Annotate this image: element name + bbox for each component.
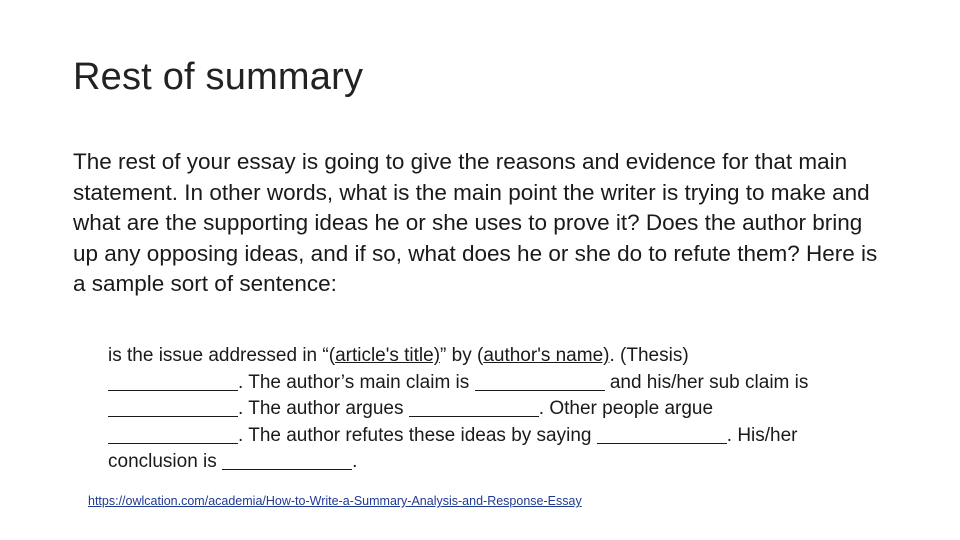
template-text: is the issue addressed in “( — [108, 345, 336, 366]
template-text: . The author argues — [238, 398, 404, 419]
template-line-1 — [108, 343, 898, 370]
template-line-4 — [108, 423, 898, 450]
template-line-3 — [108, 396, 898, 423]
fill-in-blank — [108, 372, 238, 391]
sample-sentence-template — [108, 343, 898, 476]
fill-in-blank — [108, 398, 238, 417]
author-name-placeholder: author's name) — [483, 345, 610, 366]
template-text: conclusion is — [108, 451, 217, 472]
fill-in-blank — [222, 451, 352, 470]
template-text: . Other people argue — [538, 398, 714, 419]
article-title-placeholder: article's title) — [335, 345, 441, 366]
template-text: . The author’s main claim is — [238, 371, 470, 393]
template-text: . His/her — [726, 424, 798, 446]
source-link[interactable]: https://owlcation.com/academia/How-to-Write-a-Summary-Analysis-and-Response-Essay — [88, 494, 582, 508]
template-line-5 — [108, 449, 898, 476]
fill-in-blank — [475, 372, 605, 391]
template-text: . — [352, 451, 358, 472]
slide-title: Rest of summary — [73, 56, 364, 98]
template-line-2 — [108, 370, 898, 397]
template-text: . The author refutes these ideas by saying — [238, 424, 592, 446]
fill-in-blank — [108, 425, 238, 444]
template-text: . (Thesis) — [609, 345, 689, 366]
template-text: ” by ( — [440, 345, 484, 366]
intro-paragraph: The rest of your essay is going to give the reasons and evidence for that main statement. In other words, what is the main point the writer is trying to make and what are the supporting ideas he or she uses to prove it? Does the author bring up any opposing ideas, and if so, what does he or she do to refute them? Here is a sample sort of sentence: — [73, 149, 878, 296]
template-text: and his/her sub claim is — [609, 371, 809, 393]
fill-in-blank — [409, 398, 539, 417]
fill-in-blank — [597, 425, 727, 444]
